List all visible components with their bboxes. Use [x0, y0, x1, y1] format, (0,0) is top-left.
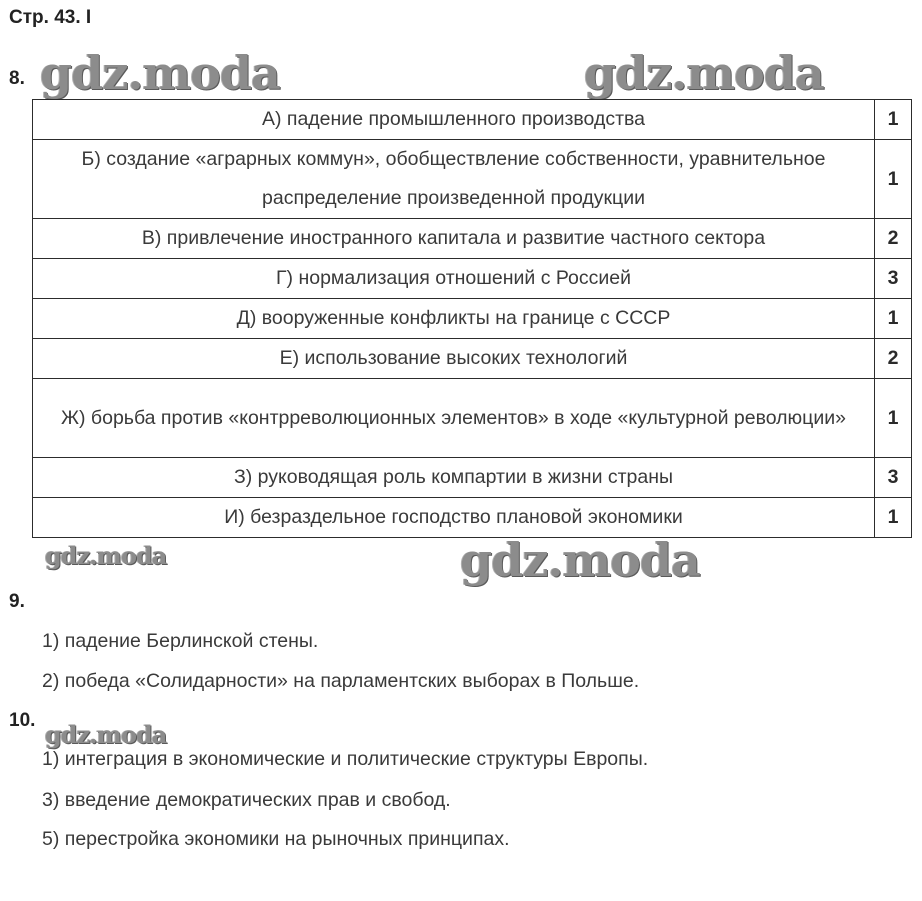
table-row: [33, 100, 912, 140]
page-title: Стр. 43. I: [9, 7, 92, 28]
watermark: gdz.moda: [40, 46, 280, 100]
row-score: 1: [875, 299, 912, 339]
row-text: А) падение промышленного производства: [33, 100, 875, 140]
row-text: В) привлечение иностранного капитала и развитие частного сектора: [33, 219, 875, 259]
watermark: gdz.moda: [45, 541, 167, 570]
row-text: И) безраздельное господство плановой экономики: [33, 498, 875, 538]
row-text: Ж) борьба против «контрреволюционных элементов» в ходе «культурной революции»: [33, 379, 875, 458]
task-9-number: 9.: [9, 591, 25, 612]
row-score: 3: [875, 259, 912, 299]
table-row: [33, 458, 912, 498]
task-10-answer: 5) перестройка экономики на рыночных принципах.: [42, 828, 510, 850]
row-text: З) руководящая роль компартии в жизни страны: [33, 458, 875, 498]
row-text: Б) создание «аграрных коммун», обобществление собственности, уравнительное распределение произведенной продукции: [33, 140, 875, 219]
row-score: 1: [875, 498, 912, 538]
task-10-answer: 1) интеграция в экономические и политические структуры Европы.: [42, 748, 649, 770]
table-row: [33, 299, 912, 339]
task-9-answer: 1) падение Берлинской стены.: [42, 630, 319, 652]
table-row: [33, 339, 912, 379]
watermark: gdz.moda: [45, 720, 167, 749]
row-score: 1: [875, 100, 912, 140]
row-text: Г) нормализация отношений с Россией: [33, 259, 875, 299]
task-9-answer: 2) победа «Солидарности» на парламентских выборах в Польше.: [42, 670, 640, 692]
table-row: [33, 140, 912, 219]
table-row: [33, 259, 912, 299]
row-score: 3: [875, 458, 912, 498]
task-8-table: [32, 99, 912, 538]
table-row: [33, 498, 912, 538]
task-10-number: 10.: [9, 710, 36, 731]
row-score: 1: [875, 140, 912, 219]
row-score: 2: [875, 219, 912, 259]
task-8-number: 8.: [9, 68, 25, 89]
row-score: 1: [875, 379, 912, 458]
row-text: Д) вооруженные конфликты на границе с СССР: [33, 299, 875, 339]
row-text: Е) использование высоких технологий: [33, 339, 875, 379]
table-row: [33, 379, 912, 458]
watermark: gdz.moda: [460, 533, 700, 587]
table-row: [33, 219, 912, 259]
watermark: gdz.moda: [584, 46, 824, 100]
row-score: 2: [875, 339, 912, 379]
task-10-answer: 3) введение демократических прав и свобод.: [42, 789, 451, 811]
